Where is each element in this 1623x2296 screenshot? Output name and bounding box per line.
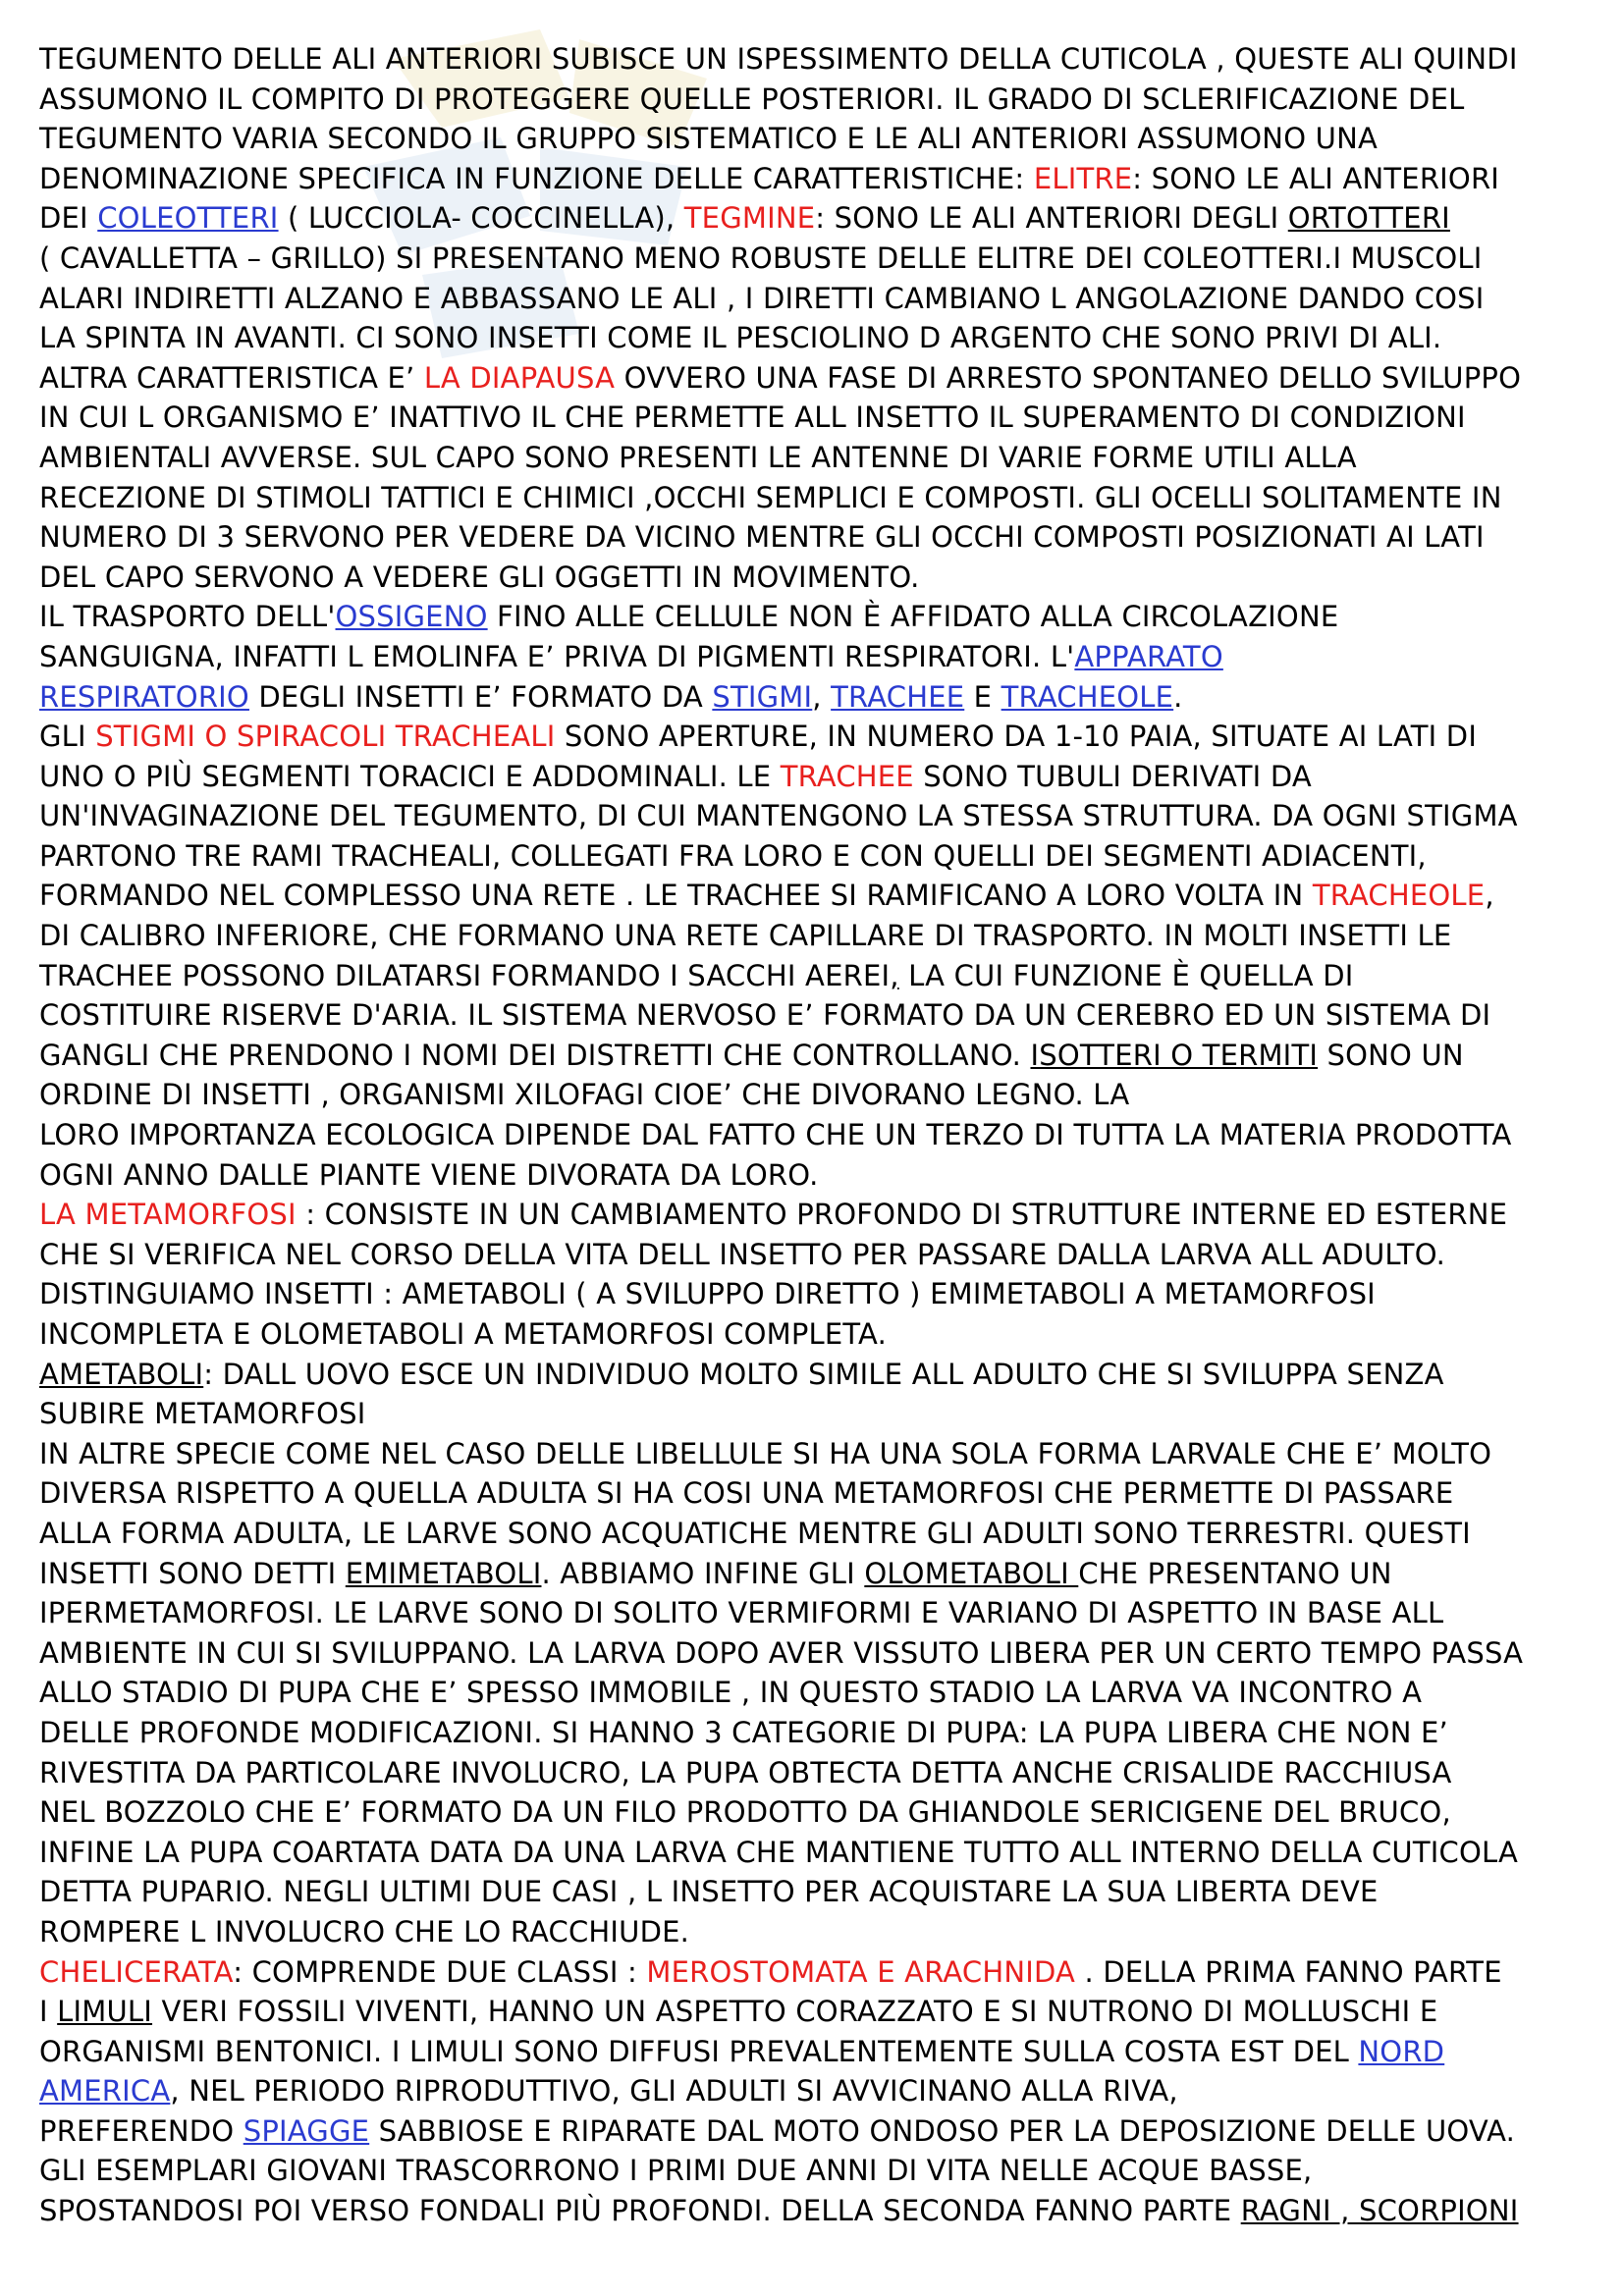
text-line (39, 1833, 1600, 1873)
text-run: ALLO STADIO DI PUPA CHE E’ SPESSO IMMOBILE , IN QUESTO STADIO LA LARVA VA INCONTRO A (39, 1676, 1423, 1710)
text-run: E (964, 679, 1001, 714)
hyperlink[interactable]: SPIAGGE (243, 2113, 370, 2148)
text-line (39, 1593, 1600, 1633)
text-line (39, 2032, 1600, 2072)
text-run: : DALL UOVO ESCE UN INDIVIDUO MOLTO SIMILE ALL ADULTO CHE SI SVILUPPA SENZA (203, 1357, 1444, 1391)
text-line (39, 1554, 1600, 1594)
text-line (39, 796, 1600, 836)
text-run: INCOMPLETA E OLOMETABOLI A METAMORFOSI COMPLETA. (39, 1317, 887, 1351)
text-line (39, 1633, 1600, 1674)
underlined-term: , (890, 958, 899, 992)
text-line (39, 1274, 1600, 1314)
text-run: : SONO LE ALI ANTERIORI DEGLI (815, 201, 1288, 236)
text-run: SANGUIGNA, INFATTI L EMOLINFA E’ PRIVA DI PIGMENTI RESPIRATORI. L' (39, 639, 1075, 673)
text-run: SABBIOSE E RIPARATE DAL MOTO ONDOSO PER LA DEPOSIZIONE DELLE UOVA. (369, 2113, 1516, 2148)
text-line (39, 717, 1600, 757)
text-run: SPOSTANDOSI POI VERSO FONDALI PIÙ PROFONDI. DELLA SECONDA FANNO PARTE (39, 2194, 1241, 2228)
text-run: TEGUMENTO VARIA SECONDO IL GRUPPO SISTEMATICO E LE ALI ANTERIORI ASSUMONO UNA (39, 122, 1379, 156)
text-run: SONO APERTURE, IN NUMERO DA 1-10 PAIA, SITUATE AI LATI DI (555, 720, 1478, 754)
highlighted-term: MEROSTOMATA E ARACHNIDA (646, 1954, 1076, 1989)
hyperlink[interactable]: OSSIGENO (335, 600, 488, 634)
text-run: GLI ESEMPLARI GIOVANI TRASCORRONO I PRIMI DUE ANNI DI VITA NELLE ACQUE BASSE, (39, 2154, 1313, 2188)
text-run: PREFERENDO (39, 2113, 243, 2148)
text-line (39, 279, 1600, 319)
text-line (39, 1713, 1600, 1753)
text-run: : COMPRENDE DUE CLASSI : (233, 1954, 647, 1989)
text-run: . ABBIAMO INFINE GLI (541, 1556, 865, 1590)
text-run: SUBIRE METAMORFOSI (39, 1397, 366, 1431)
highlighted-term: LA METAMORFOSI (39, 1198, 297, 1232)
highlighted-term: ELITRE (1033, 161, 1133, 195)
text-run: DI CALIBRO INFERIORE, CHE FORMANO UNA RETE CAPILLARE DI TRASPORTO. IN MOLTI INSETTI LE (39, 919, 1452, 953)
underlined-term: ORTOTTERI (1287, 201, 1450, 236)
highlighted-term: TRACHEE (780, 759, 914, 793)
text-line (39, 1394, 1600, 1434)
text-line (39, 1792, 1600, 1833)
text-line (39, 159, 1600, 199)
text-run: DENOMINAZIONE SPECIFICA IN FUNZIONE DELLE CARATTERISTICHE: (39, 161, 1034, 195)
text-line (39, 1155, 1600, 1196)
text-run: TRACHEE POSSONO DILATARSI FORMANDO I SACCHI AEREI (39, 958, 891, 992)
text-line (39, 2151, 1600, 2191)
text-run: UNO O PIÙ SEGMENTI TORACICI E ADDOMINALI. LE (39, 759, 781, 793)
text-run: DELLE PROFONDE MODIFICAZIONI. SI HANNO 3 CATEGORIE DI PUPA: LA PUPA LIBERA CHE NON E’ (39, 1715, 1448, 1749)
text-line (39, 2111, 1600, 2152)
text-run: FINO ALLE CELLULE NON È AFFIDATO ALLA CIRCOLAZIONE (487, 600, 1339, 634)
text-run: INFINE LA PUPA COARTATA DATA DA UNA LARVA CHE MANTIENE TUTTO ALL INTERNO DELLA CUTICOLA (39, 1835, 1519, 1869)
text-run: AMBIENTE IN CUI SI SVILUPPANO. LA LARVA DOPO AVER VISSUTO LIBERA PER UN CERTO TEMPO PASSA (39, 1635, 1524, 1670)
text-line (39, 1434, 1600, 1474)
text-run: , (1485, 879, 1494, 913)
text-run: DISTINGUIAMO INSETTI : AMETABOLI ( A SVILUPPO DIRETTO ) EMIMETABOLI A METAMORFOSI (39, 1277, 1376, 1311)
text-line (39, 2071, 1600, 2111)
underlined-term: LIMULI (57, 1995, 153, 2029)
text-run: NEL BOZZOLO CHE E’ FORMATO DA UN FILO PRODOTTO DA GHIANDOLE SERICIGENE DEL BRUCO, (39, 1795, 1451, 1830)
text-line (39, 438, 1600, 478)
text-run: , NEL PERIODO RIPRODUTTIVO, GLI ADULTI SI AVVICINANO ALLA RIVA, (170, 2074, 1178, 2109)
text-run: ( LUCCIOLA- COCCINELLA), (278, 201, 684, 236)
text-line (39, 1314, 1600, 1355)
hyperlink[interactable]: AMERICA (39, 2074, 171, 2109)
text-run: ORGANISMI BENTONICI. I LIMULI SONO DIFFUSI PREVALENTEMENTE SULLA COSTA EST DEL (39, 2034, 1359, 2068)
text-run: IPERMETAMORFOSI. LE LARVE SONO DI SOLITO VERMIFORMI E VARIANO DI ASPETTO IN BASE ALL (39, 1596, 1444, 1630)
text-line (39, 1355, 1600, 1395)
highlighted-term: TRACHEOLE (1312, 879, 1486, 913)
text-line (39, 995, 1600, 1036)
text-line (39, 1195, 1600, 1235)
text-line (39, 1753, 1600, 1793)
underlined-term: ISOTTERI O TERMITI (1030, 1038, 1319, 1072)
text-run: ALTRA CARATTERISTICA E’ (39, 360, 424, 395)
text-run: . (1173, 679, 1183, 714)
text-run: COSTITUIRE RISERVE D'ARIA. IL SISTEMA NERVOSO E’ FORMATO DA UN CEREBRO ED UN SISTEMA DI (39, 998, 1491, 1033)
text-line (39, 1036, 1600, 1076)
hyperlink[interactable]: TRACHEOLE (1001, 679, 1174, 714)
text-line (39, 757, 1600, 797)
text-run: INSETTI SONO DETTI (39, 1556, 346, 1590)
text-line (39, 80, 1600, 120)
text-run: : CONSISTE IN UN CAMBIAMENTO PROFONDO DI STRUTTURE INTERNE ED ESTERNE (296, 1198, 1508, 1232)
text-line (39, 1912, 1600, 1952)
hyperlink[interactable]: NORD (1358, 2034, 1445, 2068)
text-run: NUMERO DI 3 SERVONO PER VEDERE DA VICINO MENTRE GLI OCCHI COMPOSTI POSIZIONATI AI LATI (39, 520, 1485, 555)
text-run: ( CAVALLETTA – GRILLO) SI PRESENTANO MENO ROBUSTE DELLE ELITRE DEI COLEOTTERI.I MUSCOLI (39, 240, 1483, 275)
text-run: FORMANDO NEL COMPLESSO UNA RETE . LE TRACHEE SI RAMIFICANO A LORO VOLTA IN (39, 879, 1313, 913)
underlined-term: EMIMETABOLI (345, 1556, 542, 1590)
text-run: SONO UN (1318, 1038, 1464, 1072)
text-line (39, 358, 1600, 399)
text-line (39, 1952, 1600, 1993)
text-line (39, 876, 1600, 916)
text-run: ASSUMONO IL COMPITO DI PROTEGGERE QUELLE POSTERIORI. IL GRADO DI SCLERIFICAZIONE DEL (39, 81, 1465, 116)
text-run: TEGUMENTO DELLE ALI ANTERIORI SUBISCE UN ISPESSIMENTO DELLA CUTICOLA , QUESTE ALI QUINDI (39, 42, 1518, 76)
text-run: GLI (39, 720, 96, 754)
hyperlink[interactable]: RESPIRATORIO (39, 679, 249, 714)
text-run: , (812, 679, 832, 714)
text-run: ORDINE DI INSETTI , ORGANISMI XILOFAGI CIOE’ CHE DIVORANO LEGNO. LA (39, 1078, 1130, 1112)
text-run: UN'INVAGINAZIONE DEL TEGUMENTO, DI CUI MANTENGONO LA STESSA STRUTTURA. DA OGNI STIGMA (39, 799, 1518, 833)
text-run: DETTA PUPARIO. NEGLI ULTIMI DUE CASI , L INSETTO PER ACQUISTARE LA SUA LIBERTA DEVE (39, 1875, 1379, 1909)
text-line (39, 1992, 1600, 2032)
text-run: LORO IMPORTANZA ECOLOGICA DIPENDE DAL FATTO CHE UN TERZO DI TUTTA LA MATERIA PRODOTTA (39, 1118, 1512, 1152)
text-run: ALARI INDIRETTI ALZANO E ABBASSANO LE ALI , I DIRETTI CAMBIANO L ANGOLAZIONE DANDO COSI (39, 281, 1485, 315)
text-run: IN CUI L ORGANISMO E’ INATTIVO IL CHE PERMETTE ALL INSETTO IL SUPERAMENTO DI CONDIZIONI (39, 400, 1466, 435)
text-run: LA SPINTA IN AVANTI. CI SONO INSETTI COME IL PESCIOLINO D ARGENTO CHE SONO PRIVI DI ALI. (39, 321, 1442, 355)
highlighted-term: STIGMI O SPIRACOLI TRACHEALI (95, 720, 556, 754)
text-run: : SONO LE ALI ANTERIORI (1132, 161, 1500, 195)
text-run: IN ALTRE SPECIE COME NEL CASO DELLE LIBELLULE SI HA UNA SOLA FORMA LARVALE CHE E’ MOLTO (39, 1436, 1492, 1470)
text-run: OVVERO UNA FASE DI ARRESTO SPONTANEO DELLO SVILUPPO (615, 360, 1522, 395)
hyperlink[interactable]: TRACHEE (831, 679, 965, 714)
text-run: SONO TUBULI DERIVATI DA (913, 759, 1312, 793)
text-run: . DELLA PRIMA FANNO PARTE (1075, 1954, 1502, 1989)
text-line (39, 956, 1600, 996)
document-body (39, 39, 1600, 2231)
underlined-term: RAGNI , SCORPIONI (1240, 2194, 1519, 2228)
text-line (39, 119, 1600, 159)
text-line (39, 318, 1600, 358)
hyperlink[interactable]: COLEOTTERI (97, 201, 279, 236)
text-line (39, 637, 1600, 677)
highlighted-term: TEGMINE (683, 201, 816, 236)
text-line (39, 517, 1600, 558)
text-line (39, 398, 1600, 438)
hyperlink[interactable]: STIGMI (712, 679, 813, 714)
underlined-term: OLOMETABOLI (864, 1556, 1079, 1590)
text-line (39, 836, 1600, 877)
text-run: RECEZIONE DI STIMOLI TATTICI E CHIMICI ,OCCHI SEMPLICI E COMPOSTI. GLI OCELLI SOLITAMENTE IN (39, 480, 1502, 514)
hyperlink[interactable]: APPARATO (1074, 639, 1223, 673)
text-line (39, 239, 1600, 279)
text-line (39, 1473, 1600, 1514)
highlighted-term: LA DIAPAUSA (423, 360, 616, 395)
text-run: DEI (39, 201, 98, 236)
text-line (39, 558, 1600, 598)
text-run: IL TRASPORTO DELL' (39, 600, 336, 634)
text-line (39, 1514, 1600, 1554)
text-line (39, 1075, 1600, 1115)
text-run: CHE PRESENTANO UN (1078, 1556, 1392, 1590)
text-run: RIVESTITA DA PARTICOLARE INVOLUCRO, LA PUPA OBTECTA DETTA ANCHE CRISALIDE RACCHIUSA (39, 1755, 1452, 1789)
text-line (39, 39, 1600, 80)
text-line (39, 478, 1600, 518)
text-run: DIVERSA RISPETTO A QUELLA ADULTA SI HA COSI UNA METAMORFOSI CHE PERMETTE DI PASSARE (39, 1476, 1454, 1511)
text-run: CHE SI VERIFICA NEL CORSO DELLA VITA DELL INSETTO PER PASSARE DALLA LARVA ALL ADULTO. (39, 1237, 1445, 1271)
text-run: DEL CAPO SERVONO A VEDERE GLI OGGETTI IN MOVIMENTO. (39, 560, 920, 594)
text-run: VERI FOSSILI VIVENTI, HANNO UN ASPETTO CORAZZATO E SI NUTRONO DI MOLLUSCHI E (152, 1995, 1438, 2029)
text-run: DEGLI INSETTI E’ FORMATO DA (248, 679, 713, 714)
text-line (39, 2191, 1600, 2231)
text-run: OGNI ANNO DALLE PIANTE VIENE DIVORATA DA LORO. (39, 1157, 819, 1192)
text-run: PARTONO TRE RAMI TRACHEALI, COLLEGATI FRA LORO E CON QUELLI DEI SEGMENTI ADIACENTI, (39, 838, 1427, 873)
text-line (39, 597, 1600, 637)
text-line (39, 198, 1600, 239)
text-run: ALLA FORMA ADULTA, LE LARVE SONO ACQUATICHE MENTRE GLI ADULTI SONO TERRESTRI. QUESTI (39, 1516, 1471, 1550)
text-line (39, 916, 1600, 956)
underlined-term: AMETABOLI (39, 1357, 204, 1391)
text-run: LA CUI FUNZIONE È QUELLA DI (898, 958, 1354, 992)
text-line (39, 677, 1600, 718)
text-line (39, 1872, 1600, 1912)
text-line (39, 1673, 1600, 1713)
text-run: AMBIENTALI AVVERSE. SUL CAPO SONO PRESENTI LE ANTENNE DI VARIE FORME UTILI ALLA (39, 440, 1357, 474)
text-line (39, 1115, 1600, 1155)
highlighted-term: CHELICERATA (39, 1954, 234, 1989)
text-run: GANGLI CHE PRENDONO I NOMI DEI DISTRETTI CHE CONTROLLANO. (39, 1038, 1031, 1072)
text-line (39, 1235, 1600, 1275)
text-run: I (39, 1995, 58, 2029)
text-run: ROMPERE L INVOLUCRO CHE LO RACCHIUDE. (39, 1914, 690, 1949)
